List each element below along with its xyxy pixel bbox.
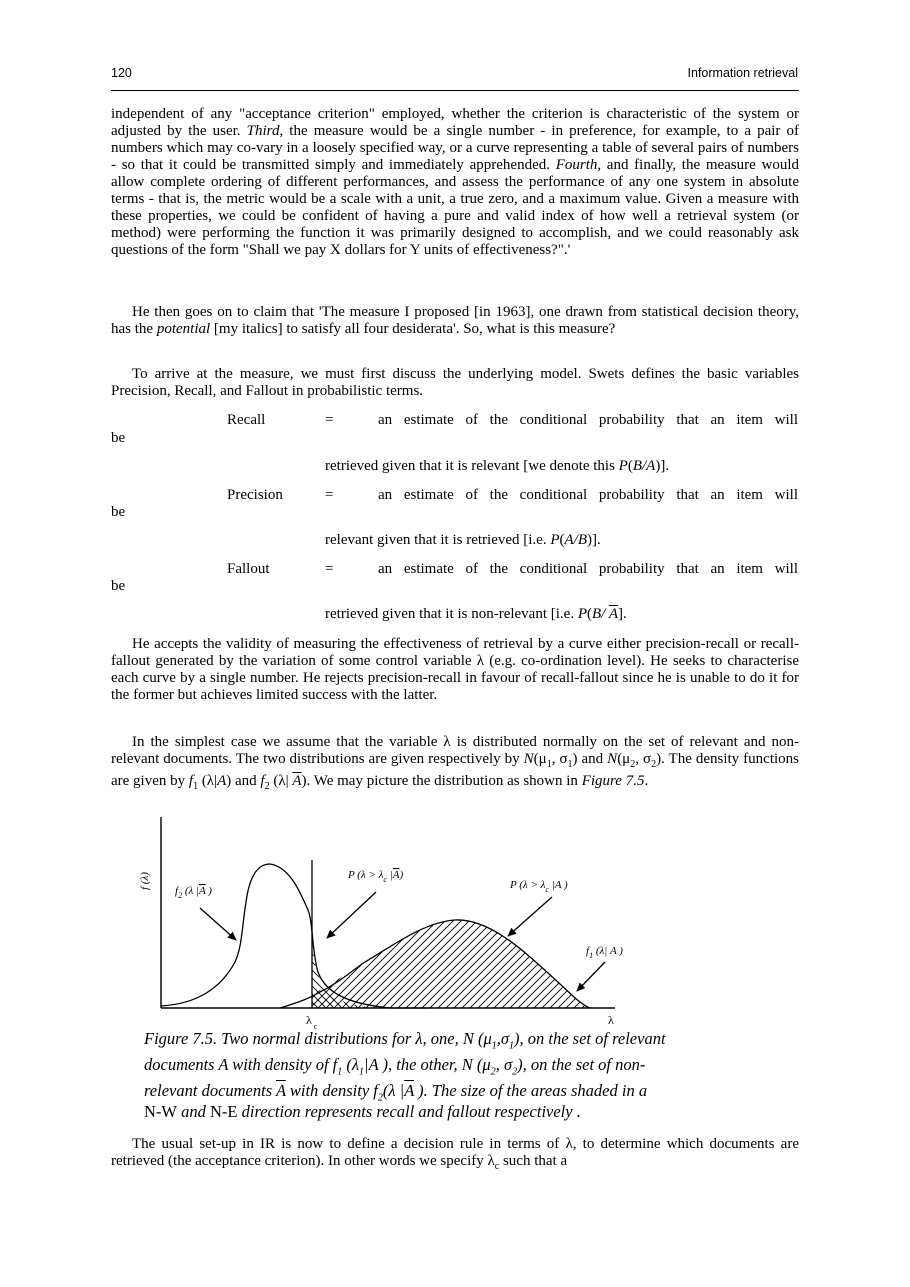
f2-label-abar: A	[199, 885, 206, 897]
p6-a: The usual set-up in IR is now to define a decision rule in terms of λ, to determine which documents are retrieved (the acceptance criterion). In other words we specify λ	[111, 1136, 799, 1169]
def-text: relevant given that it is retrieved [i.e.	[325, 532, 551, 548]
x-axis-label: λ	[608, 1013, 614, 1027]
para1-text-a: independent of any "acceptance criterion" employed, whether the criterion is characteristic of the system or adjusted by the user.	[111, 106, 799, 139]
para1-third: Third	[246, 123, 280, 139]
equals-sign: =	[325, 412, 334, 428]
figure-caption-line-4	[144, 1102, 824, 1122]
p5-b: (μ	[533, 751, 547, 767]
recall-arrow	[508, 897, 552, 936]
running-title: Information retrieval	[687, 66, 798, 80]
lambda-c-tick: λ	[306, 1013, 312, 1027]
cap4b: and	[176, 1102, 210, 1121]
p5-n: N	[607, 751, 618, 767]
cap3c: (λ |	[382, 1081, 405, 1100]
p5-g: ). The density functions are given by	[111, 751, 799, 789]
def-text: retrieved given that it is relevant [we denote this	[325, 458, 619, 474]
equals-sign: =	[325, 561, 334, 577]
para2-text-a: He then goes on to claim that 'The measure I proposed [in 1963], one drawn from statistical decision theory, has the	[111, 304, 799, 337]
cap1a: Figure 7.5. Two normal distributions for λ, one, N (μ	[144, 1029, 492, 1048]
cap2a: documents A with density of f	[144, 1055, 338, 1074]
f2-label-b: (λ |	[182, 885, 200, 897]
p5-f1: f	[188, 773, 194, 789]
p5-f: , σ	[635, 751, 652, 767]
cap-sub: 2	[377, 1092, 383, 1104]
p5-sub: 1	[567, 759, 573, 770]
definition-line-2	[325, 532, 601, 549]
p5-sub: 1	[546, 759, 552, 770]
cap3-abar: $\overline{A}$	[275, 1081, 286, 1100]
fallout-label-b: |	[386, 869, 393, 881]
def-abar: $\overline{A}$	[608, 606, 618, 622]
f1-arrow	[577, 962, 605, 991]
cap1b: ,σ	[496, 1029, 510, 1048]
f1-label-b: (λ| A )	[593, 945, 623, 957]
paragraph-4: He accepts the validity of measuring the effectiveness of retrieval by a curve either precision-recall or recall-fallout generated by the variation of some control variable λ (e.g. co-ordination level). He seeks to characterise each curve by a single number. He rejects precision-recall in favour of recall-fallout since he is unable to do it for the former but achieves limited success with the latter.	[111, 636, 799, 703]
cap1c: ), on the set of relevant	[514, 1029, 666, 1048]
p5-j: (λ|	[269, 773, 293, 789]
recall-shaded-area	[312, 912, 602, 1008]
f1-label	[586, 945, 623, 960]
paragraph-6	[111, 1136, 799, 1175]
para2-potential: potential	[156, 321, 211, 337]
f2-label-c: )	[205, 885, 212, 897]
recall-label-b: |A )	[548, 879, 568, 891]
p5-sub: 1	[193, 781, 199, 792]
para1-text-e: , and finally, the measure would allow complete ordering of different performances, and assess the performance of any one system in absolute terms - that is, the metric would be a scale with a unit, a true zero, and a maximum value. Given a measure with these properties, we could be confident of having a pure and valid index of how well a retrieval system (or method) were performing the function it was primarily designed to accomplish, and we could reasonably ask questions of the form "Shall we pay X dollars for Y units of effectiveness?".'	[111, 157, 799, 258]
f2-label-f: f	[175, 885, 179, 897]
cap4d: direction represents recall and fallout respectively	[237, 1102, 573, 1121]
cap2d: , σ	[495, 1055, 513, 1074]
p5-n: N	[523, 751, 534, 767]
y-axis-label: f (λ)	[139, 872, 151, 890]
paragraph-2	[111, 304, 799, 338]
figure-svg	[130, 812, 650, 1032]
definition-be: be	[111, 504, 126, 520]
definition-be: be	[111, 430, 126, 446]
p5-l: .	[644, 773, 649, 789]
p5-e: (μ	[617, 751, 631, 767]
term-recall: Recall	[227, 412, 266, 428]
p5-d: ) and	[572, 751, 608, 767]
p5-Abar: $\overline{A}$	[292, 773, 302, 789]
figure-reference: Figure 7.5	[581, 773, 645, 789]
cap-sub: 1	[337, 1066, 343, 1078]
p5-sub: 2	[630, 759, 636, 770]
def-p: P	[550, 532, 560, 548]
def-text: retrieved given that it is non-relevant [i.e.	[325, 606, 578, 622]
recall-label	[509, 879, 568, 894]
definition-line-2	[325, 606, 627, 623]
cap4e: .	[572, 1102, 581, 1121]
para2-text-c: [my italics] to satisfy all four desiderata'. So, what is this measure?	[210, 321, 616, 337]
paragraph-3: To arrive at the measure, we must first discuss the underlying model. Swets defines the basic variables Precision, Recall, and Fallout in probabilistic terms.	[111, 366, 799, 399]
figure-caption-line-1	[144, 1029, 824, 1056]
cap3d: ). The size of the areas shaded in a	[413, 1081, 648, 1100]
cap4-ne: N-E	[209, 1102, 238, 1121]
cap3a: relevant documents	[144, 1081, 276, 1100]
cap3b: with density f	[285, 1081, 378, 1100]
cap4-nw: N-W	[144, 1102, 177, 1121]
p5-a: In the simplest case we assume that the variable λ is distributed normally on the set of relevant and non-relevant documents. The two distributions are given respectively by	[111, 734, 799, 767]
cap2e: ), on the set of non-	[517, 1055, 646, 1074]
page-number: 120	[111, 66, 132, 80]
fallout-label-abar: A	[392, 869, 400, 881]
cap-sub: 1	[509, 1040, 515, 1052]
p5-h: (λ|	[198, 773, 218, 789]
fallout-label-a: P (λ > λ	[348, 869, 384, 881]
def-cond: B/	[592, 606, 609, 622]
p5-sub: 2	[264, 781, 270, 792]
def-close: )].	[655, 458, 670, 474]
definition-line-1: an estimate of the conditional probability that an item will	[378, 487, 798, 503]
f2-arrow	[200, 908, 236, 940]
p5-sub: 2	[651, 759, 657, 770]
def-p: P	[577, 606, 587, 622]
cap2b: (λ	[342, 1055, 360, 1074]
cap2c: |A ), the other, N (μ	[364, 1055, 491, 1074]
term-precision: Precision	[227, 487, 283, 503]
cap-sub: 1	[359, 1066, 365, 1078]
definition-line-2	[325, 458, 669, 475]
def-cond: B/A	[632, 458, 656, 474]
cap-sub: 2	[490, 1066, 496, 1078]
page-header	[111, 66, 798, 80]
fallout-label-c: )	[399, 869, 404, 881]
fallout-label-sub: c	[383, 875, 387, 884]
figure-caption-line-2	[144, 1055, 824, 1082]
f1-label-sub: 1	[589, 951, 594, 960]
fallout-arrow	[327, 892, 376, 938]
recall-label-sub: c	[545, 885, 549, 894]
term-fallout: Fallout	[227, 561, 270, 577]
paragraph-5	[111, 734, 799, 795]
cap-sub: 1	[491, 1040, 497, 1052]
f1-label-f: f	[586, 945, 590, 957]
f2-label	[175, 885, 212, 900]
definition-be: be	[111, 578, 126, 594]
def-paren: (	[559, 532, 565, 548]
def-paren: (	[627, 458, 633, 474]
cap-sub: 2	[512, 1066, 518, 1078]
p6-b: such that a	[499, 1153, 568, 1169]
figure-7-5	[130, 812, 650, 1037]
def-cond: A/B	[564, 532, 588, 548]
def-paren: (	[587, 606, 592, 622]
p6-sub: c	[494, 1161, 500, 1172]
p5-A: A	[217, 773, 227, 789]
header-rule	[111, 90, 799, 91]
paragraph-1	[111, 106, 799, 259]
p5-k: ). We may picture the distribution as shown in	[301, 773, 582, 789]
cap3-abar2: $\overline{A}$	[404, 1081, 414, 1100]
def-p: P	[618, 458, 628, 474]
para1-fourth: Fourth	[555, 157, 598, 173]
def-close: )].	[587, 532, 601, 548]
definition-line-1: an estimate of the conditional probability that an item will	[378, 561, 798, 577]
p5-f2: f	[260, 773, 265, 789]
definition-line-1: an estimate of the conditional probability that an item will	[378, 412, 798, 428]
recall-label-a: P (λ > λ	[510, 879, 546, 891]
para1-text-c: , the measure would be a single number - in preference, for example, to a pair of numbers which may co-vary in a loosely specified way, or a curve representing a table of several pairs of numbers - so that it could be transmitted simply and immediately apprehended.	[111, 123, 800, 173]
fallout-label	[347, 869, 403, 884]
p5-i: ) and	[226, 773, 261, 789]
equals-sign: =	[325, 487, 334, 503]
def-close: ].	[617, 606, 627, 622]
p5-c: , σ	[551, 751, 568, 767]
f2-label-sub: 2	[178, 891, 183, 900]
lambda-c-tick-sub: c	[313, 1022, 318, 1031]
